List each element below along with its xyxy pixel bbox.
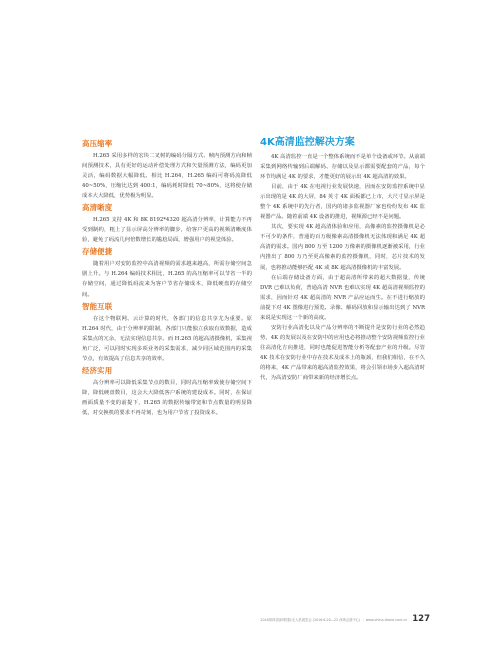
section-paragraph: 随着用户对安防监控中高清视频的需求越来越高，所需存储空间急剧上升。与 H.264 编码技术相比，H.265 的高压缩率可以节省一半的存储空间，通过降低码流来为客户节省存储成本，降低硬盘的存储空间。 [82,261,252,298]
solution-paragraph: 目前，由于 4K 在电视行业发展快速，因而在安防监控系统中显示出现的是 4K 的大屏，84 英寸 4K 面板都已上市，大尺寸显示屏是整个 4K 系统中的先行者，国内的诸多监视器厂家也纷纷发布 4K 监视器产品。随着前端 4K 设备的推进，视频源已经不是问题。 [260,184,425,221]
section-heading: 经济实用 [82,365,113,375]
page-footer [230,612,430,626]
section-heading: 智能互联 [82,301,113,311]
section-paragraph: 高分辨率可以降低采集节点的数目，同时高压缩率致使存储空间下降，降低硬盘数目，这会大大降低客户系统的建设成本。同时，在保证画面质量不变的前提下，H.265 的数据传输带宽和节点数量的明显降低，对交换机的要求不再苛刻，也为用户节省了投资成本。 [82,379,252,416]
solution-heading: 4K高清监控解决方案 [260,137,355,148]
section-paragraph: 在这个物联网、云计算的时代，各部门的信息共享尤为重要。原 H.264 时代，由于分辨率的限制，各部门只能独立获取有效数据，造成采集点的冗余，无法实现信息共享。而 H.265 的超高清摄像机，采集视角广泛，可以同时实现多项业务的采集需求，减少同区域范围内的采集节点，有效提高了信息共享的效率。 [82,315,252,362]
solution-paragraph: 在后端存储设备方面，由于超高清所带来的超大数据量，传统 DVR 已难以负荷，普通高清 NVR 也难以实现 4K 超高清视频监控的需求，因而针对 4K 超高清的 NVR 产品应运而生。在不进行缩放的前提下对 4K 图像进行预览、录像、解码回放和显示输出达到了 NVR 来说是实现这一个新的高度。 [260,274,425,321]
section-paragraph: H.265 采用多样的宏块二叉树的编码分隔方式、帧内预测方向和帧间预测技术，具有更好的运动补偿处理方式和矢量预测方法，编码更加灵活，编码数据大幅降低。相比 H.264，H.265 编码可将码流降低 40~50%，压缩比达到 400:1，编码耗时降低 70~80%，这将使存储成本大大降低，优势极为明显。 [82,153,252,200]
section-heading: 高压缩率 [82,139,113,148]
solution-paragraph: 4K 高清监控一直是一个整体系统而不是单个设备或环节。从前端采集到网络传输到后端解码、存储以及显示都需要配套的产品，每个环节均满足 4K 的要求，才能更好的展示出 4K 超高清的效果。 [260,154,425,181]
right-column [260,137,425,383]
section-heading: 存储便捷 [82,247,113,257]
footer-text: 2016第四届深圳国际无人机展览会 (2016.6.20—22 深圳会展中心) ｜ www.china-drone.com.cn [260,617,408,622]
solution-paragraph: 安防行业高清化以及产品分辨率的不断提升是安防行业的必然趋势，4K 的发展以及在安防中的应用也必将推动整个安防视频监控行业往高清化方向推进，同时也能促进智能分析等配套产业的升级。尽管 4K 技术在安防行业中存在技术及成本上的瓶颈，但我们相信，在不久的将来，4K 产品带来的超高清监控效果，将会引领市场步入超高清时代，为高清安防厂商带来新的经济增长点。 [260,324,425,382]
solution-paragraph: 其次，要实现 4K 超高清体验和应用，高像素的监控摄像机是必不可少的条件，普通的百万级像素高清摄像机无法体现和满足 4K 超高清的需求。国内 800 万至 1200 万像素的摄像机逐渐被采用，行业内推出了 800 万乃至更高像素的监控摄像机，同时，芯片技术的发展，也将推动能够匹配 4K 或 8K 超高清摄像机的丰富发展。 [260,224,425,271]
page-number: 127 [412,614,430,624]
left-column [82,137,252,418]
section-paragraph: H.265 支持 4K 和 8K 8192*4320 超高清分辨率，计算能力不再受到制约，粗上了显示屏高分辨率的脚步，给客户更高的视频清晰度体验，避免了码流几何倍数增长的尴尬局面，增强用户的视觉体验。 [82,217,252,244]
section-heading: 高清晰度 [82,203,113,213]
